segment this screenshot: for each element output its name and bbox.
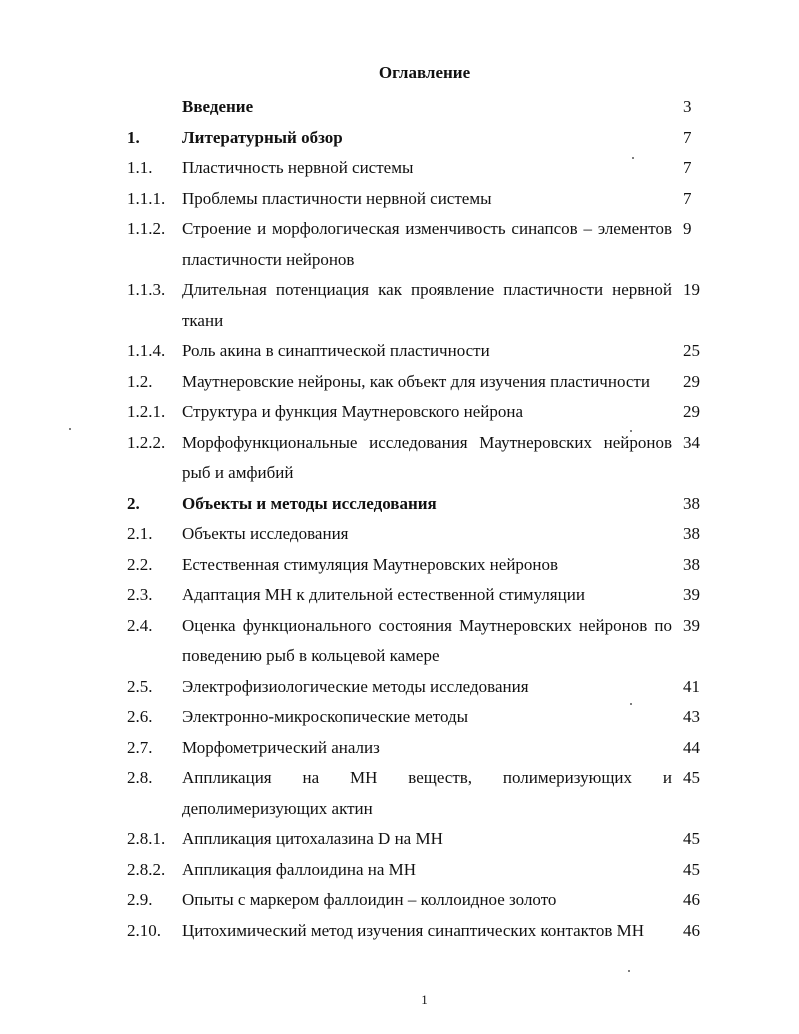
toc-entry: [0, 397, 799, 428]
toc-entry-page: 29: [683, 371, 700, 391]
toc-entry-page: 19: [683, 280, 700, 299]
toc-entry: [0, 702, 799, 733]
toc-entry-title: Адаптация МН к длительной естественной стимуляции: [182, 585, 585, 604]
toc-entry: [0, 92, 799, 123]
toc-entry: [0, 824, 799, 855]
toc-entry-page: 25: [683, 341, 700, 360]
toc-entry-title: Аппликация на МН веществ, полимеризующих и деполимеризующих актин: [182, 768, 672, 818]
toc-entry: [0, 580, 799, 611]
toc-entry-page: 7: [683, 188, 692, 208]
toc-entry-number: 1.1.1.: [127, 188, 166, 208]
toc-entry-number: 2.5.: [127, 676, 153, 696]
toc-entry: [0, 428, 799, 489]
toc-entry: [0, 763, 799, 824]
toc-entry-title: Естественная стимуляция Маутнеровских нейронов: [182, 554, 559, 574]
toc-entry-page: 45: [683, 829, 700, 848]
toc-entry-title: Аппликация цитохалазина D на МН: [182, 829, 443, 848]
toc-entry-page: 7: [683, 158, 692, 177]
toc-entry-page: 41: [683, 676, 700, 696]
toc-entry-title: Строение и морфологическая изменчивость синапсов – элементов пластичности нейронов: [182, 219, 672, 269]
toc-entry: [0, 855, 799, 886]
toc-entry-title: Структура и функция Маутнеровского нейрона: [182, 402, 524, 421]
toc-entry-page: 7: [683, 127, 692, 147]
toc-entry-title: Введение: [182, 97, 254, 116]
toc-entry-page: 39: [683, 585, 700, 604]
toc-entry-number: 2.8.2.: [127, 859, 166, 879]
toc-entry: [0, 672, 799, 703]
toc-entry-title: Опыты с маркером фаллоидин – коллоидное золото: [182, 890, 557, 909]
toc-entry: [0, 153, 799, 184]
toc-entry: [0, 123, 799, 154]
toc-entry-title: Литературный обзор: [182, 127, 343, 147]
toc-entry-page: 38: [683, 493, 700, 513]
toc-entry-page: 9: [683, 219, 692, 238]
toc-entry-title: Морфометрический анализ: [182, 737, 380, 757]
toc-entry-title: Аппликация фаллоидина на МН: [182, 859, 417, 879]
scan-speck: [630, 430, 632, 432]
toc-entry: [0, 336, 799, 367]
toc-entry-title: Роль акина в синаптической пластичности: [182, 341, 490, 360]
page-number: 1: [421, 992, 428, 1007]
toc-entry-page: 39: [683, 615, 700, 635]
toc-entry: [0, 184, 799, 215]
toc-entry: [0, 611, 799, 672]
toc-entry-number: 2.8.1.: [127, 829, 166, 848]
toc-entry-number: 2.8.: [127, 768, 153, 787]
toc-entry-page: 46: [683, 920, 700, 940]
toc-entry-title: Электронно-микроскопические методы: [182, 707, 469, 726]
toc-entry-number: 1.1.: [127, 158, 153, 177]
toc-entry-title: Морфофункциональные исследования Маутнеровских нейронов рыб и амфибий: [182, 432, 672, 482]
toc-entry-title: Маутнеровские нейроны, как объект для изучения пластичности: [182, 371, 650, 391]
toc-entry-number: 1.2.2.: [127, 432, 166, 452]
scan-speck: [630, 703, 632, 705]
toc-entry-page: 45: [683, 768, 700, 787]
toc-entry-number: 1.: [127, 127, 140, 147]
toc-entry: [0, 885, 799, 916]
toc-entry-page: 45: [683, 859, 700, 879]
toc-entry: [0, 489, 799, 520]
toc-entry-page: 3: [683, 97, 692, 116]
toc-entry-number: 1.1.4.: [127, 341, 166, 360]
toc-entry-title: Объекты исследования: [182, 524, 349, 543]
scan-speck: [628, 970, 630, 972]
toc-entry-number: 2.3.: [127, 585, 153, 604]
toc-entry: [0, 214, 799, 275]
table-of-contents: [0, 92, 799, 946]
toc-entry-number: 2.: [127, 493, 140, 513]
toc-entry: [0, 550, 799, 581]
scan-speck: [69, 428, 71, 430]
toc-entry-number: 2.4.: [127, 615, 153, 635]
toc-entry-page: 38: [683, 524, 700, 543]
toc-entry-number: 1.1.3.: [127, 280, 166, 299]
toc-entry-page: 43: [683, 707, 700, 726]
toc-entry-title: Пластичность нервной системы: [182, 158, 414, 177]
toc-entry-number: 2.2.: [127, 554, 153, 574]
toc-entry-page: 29: [683, 402, 700, 421]
toc-entry-title: Оценка функционального состояния Маутнеровских нейронов по поведению рыб в кольцевой камере: [182, 615, 672, 665]
toc-entry: [0, 275, 799, 336]
toc-entry: [0, 733, 799, 764]
toc-entry: [0, 367, 799, 398]
toc-entry-number: 2.7.: [127, 737, 153, 757]
toc-entry-title: Проблемы пластичности нервной системы: [182, 188, 492, 208]
toc-entry-title: Цитохимический метод изучения синаптических контактов МН: [182, 920, 645, 940]
toc-entry-title: Электрофизиологические методы исследования: [182, 676, 529, 696]
toc-entry-page: 46: [683, 890, 700, 909]
toc-entry-page: 44: [683, 737, 700, 757]
toc-entry: [0, 519, 799, 550]
toc-entry-number: 1.2.: [127, 371, 153, 391]
toc-entry-number: 2.6.: [127, 707, 153, 726]
toc-entry-title: Длительная потенциация как проявление пластичности нервной ткани: [182, 280, 672, 330]
toc-entry-number: 2.1.: [127, 524, 153, 543]
toc-entry-number: 1.2.1.: [127, 402, 166, 421]
toc-entry-title: Объекты и методы исследования: [182, 493, 437, 513]
toc-entry-number: 1.1.2.: [127, 219, 166, 238]
toc-title: Оглавление: [378, 63, 471, 82]
scan-speck: [632, 157, 634, 159]
toc-entry-number: 2.10.: [127, 920, 161, 940]
toc-entry-page: 38: [683, 554, 700, 574]
toc-entry-number: 2.9.: [127, 890, 153, 909]
toc-entry: [0, 916, 799, 947]
toc-entry-page: 34: [683, 432, 700, 452]
